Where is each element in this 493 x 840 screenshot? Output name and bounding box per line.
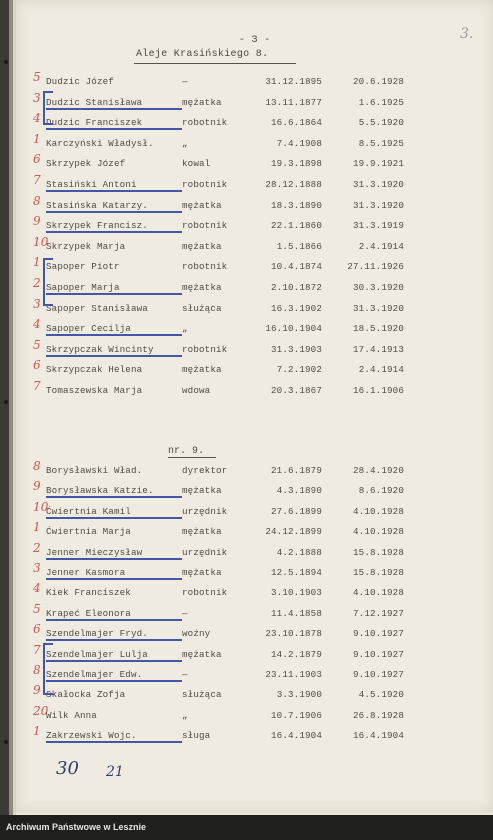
birth-date: 18.3.1890 bbox=[271, 199, 322, 211]
birth-date: 3.10.1903 bbox=[271, 587, 322, 599]
death-date: 2.4.1914 bbox=[358, 240, 404, 252]
table-row bbox=[16, 561, 493, 581]
entry-number: 9 bbox=[33, 683, 41, 698]
entry-number: 8 bbox=[33, 459, 41, 473]
person-name: Tomaszewska Marja bbox=[46, 385, 143, 396]
entry-number: 6 bbox=[33, 358, 41, 373]
death-date: 9.10.1927 bbox=[353, 628, 404, 640]
binding-hole bbox=[4, 400, 8, 404]
person-name: Sapoper Stanisława bbox=[46, 302, 148, 314]
table-row bbox=[16, 296, 493, 317]
birth-date: 2.10.1872 bbox=[271, 282, 322, 293]
entry-number: 10 bbox=[33, 499, 49, 514]
person-name: Dudzic Józef bbox=[46, 76, 114, 87]
birth-date: 23.11.1903 bbox=[265, 669, 322, 680]
table-row bbox=[16, 520, 493, 540]
birth-date: 4.2.1888 bbox=[276, 546, 322, 558]
table-row bbox=[16, 459, 493, 479]
occupation: mężatka bbox=[182, 282, 222, 293]
binding-hole bbox=[4, 60, 8, 64]
occupation: mężatka bbox=[182, 648, 222, 660]
person-name: Szendelmajer Fryd. bbox=[46, 628, 182, 641]
birth-date: 16.4.1904 bbox=[271, 730, 322, 742]
table-row bbox=[16, 337, 493, 358]
death-date: 18.5.1920 bbox=[353, 323, 404, 335]
entry-number: 4 bbox=[33, 317, 41, 332]
birth-date: 13.11.1877 bbox=[265, 96, 322, 108]
blue-bracket-mark bbox=[43, 643, 53, 695]
death-date: 19.9.1921 bbox=[353, 158, 404, 170]
birth-date: 1.5.1866 bbox=[276, 240, 322, 252]
occupation: mężatka bbox=[182, 526, 222, 538]
binding-hole bbox=[4, 740, 8, 744]
death-date: 9.10.1927 bbox=[353, 648, 404, 660]
death-date: 5.5.1920 bbox=[358, 117, 404, 129]
table-row bbox=[16, 581, 493, 601]
occupation: woźny bbox=[182, 628, 211, 640]
entry-number: 8 bbox=[33, 663, 41, 677]
entry-number: 1 bbox=[33, 520, 41, 535]
death-date: 31.3.1920 bbox=[353, 302, 404, 314]
table-row bbox=[16, 622, 493, 642]
birth-date: 24.12.1899 bbox=[265, 526, 322, 538]
entry-number: 4 bbox=[33, 111, 41, 126]
person-name: Ćwiertnia Marja bbox=[46, 526, 131, 538]
birth-date: 10.7.1906 bbox=[271, 709, 322, 721]
person-name: Kiek Franciszek bbox=[46, 587, 131, 599]
table-row bbox=[16, 601, 493, 622]
birth-date: 7.2.1902 bbox=[276, 364, 322, 376]
entry-number: 3 bbox=[33, 561, 41, 575]
pencil-note-right: 21 bbox=[106, 764, 124, 780]
birth-date: 23.10.1878 bbox=[265, 628, 322, 640]
occupation: — bbox=[182, 607, 188, 619]
birth-date: 12.5.1894 bbox=[271, 567, 322, 578]
person-name: Skrzypczak Helena bbox=[46, 364, 143, 376]
person-name: Sapoper Cecilja bbox=[46, 323, 182, 336]
occupation: mężatka bbox=[182, 485, 222, 497]
person-name: Ćwiertnia Kamil bbox=[46, 506, 182, 519]
death-date: 7.12.1927 bbox=[353, 607, 404, 619]
person-name: Skrzypek Marja bbox=[46, 240, 126, 252]
death-date: 31.3.1919 bbox=[353, 220, 404, 232]
person-name: Jenner Kasmora bbox=[46, 567, 182, 580]
table-row bbox=[16, 276, 493, 296]
occupation: mężatka bbox=[182, 96, 222, 108]
person-name: Karczyński Władysł. bbox=[46, 137, 154, 149]
occupation: kowal bbox=[182, 158, 211, 170]
table-row bbox=[16, 255, 493, 275]
occupation: robotnik bbox=[182, 179, 228, 190]
entry-number: 7 bbox=[33, 173, 41, 187]
death-date: 15.8.1928 bbox=[353, 567, 404, 578]
occupation: „ bbox=[182, 709, 188, 721]
occupation: robotnik bbox=[182, 343, 228, 355]
person-name: Sapoper Marja bbox=[46, 282, 182, 295]
occupation: robotnik bbox=[182, 587, 228, 599]
table-row bbox=[16, 234, 493, 255]
death-date: 4.5.1920 bbox=[358, 689, 404, 701]
occupation: urzędnik bbox=[182, 505, 228, 517]
birth-date: 14.2.1879 bbox=[271, 648, 322, 660]
person-name: Szendelmajer Lulja bbox=[46, 649, 182, 662]
page-header: - 3 - bbox=[238, 34, 271, 46]
person-name: Skałocka Zofja bbox=[46, 689, 126, 701]
person-name: Skrzypek Józef bbox=[46, 158, 126, 170]
birth-date: 28.12.1888 bbox=[265, 179, 322, 190]
table-row bbox=[16, 70, 493, 90]
birth-date: 16.10.1904 bbox=[265, 323, 322, 335]
pencil-note-left: 30 bbox=[56, 758, 79, 779]
birth-date: 16.3.1902 bbox=[271, 302, 322, 314]
table-row bbox=[16, 703, 493, 724]
occupation: „ bbox=[182, 137, 188, 149]
table-row bbox=[16, 663, 493, 683]
death-date: 1.6.1925 bbox=[358, 96, 404, 108]
occupation: mężatka bbox=[182, 567, 222, 578]
occupation: — bbox=[182, 76, 188, 87]
entry-number: 1 bbox=[33, 724, 41, 739]
table-row bbox=[16, 683, 493, 703]
entry-number: 1 bbox=[33, 255, 41, 270]
death-date: 28.4.1920 bbox=[353, 465, 404, 476]
birth-date: 3.3.1900 bbox=[276, 689, 322, 701]
table-row bbox=[16, 193, 493, 214]
person-name: Stasińska Katarzy. bbox=[46, 200, 182, 213]
table-row bbox=[16, 173, 493, 193]
death-date: 27.11.1926 bbox=[347, 261, 404, 273]
entry-number: 5 bbox=[33, 337, 41, 352]
death-date: 16.4.1904 bbox=[353, 730, 404, 742]
person-name: Borysławska Katzie. bbox=[46, 485, 182, 498]
entry-number: 10 bbox=[33, 234, 49, 249]
occupation: „ bbox=[182, 323, 188, 335]
occupation: służąca bbox=[182, 689, 222, 701]
person-name: Skrzypczak Wincinty bbox=[46, 344, 182, 357]
entry-number: 3 bbox=[33, 90, 41, 105]
birth-date: 31.12.1895 bbox=[265, 76, 322, 87]
death-date: 4.10.1928 bbox=[353, 587, 404, 599]
death-date: 31.3.1920 bbox=[353, 179, 404, 190]
death-date: 30.3.1920 bbox=[353, 282, 404, 293]
person-name: Sapoper Piotr bbox=[46, 261, 120, 273]
entry-number: 6 bbox=[33, 152, 41, 167]
table-row bbox=[16, 90, 493, 111]
entry-number: 9 bbox=[33, 214, 41, 229]
occupation: robotnik bbox=[182, 117, 228, 129]
occupation: — bbox=[182, 669, 188, 680]
person-name: Dudzic Franciszek bbox=[46, 117, 182, 130]
birth-date: 27.6.1899 bbox=[271, 505, 322, 517]
birth-date: 21.6.1879 bbox=[271, 465, 322, 476]
birth-date: 31.3.1903 bbox=[271, 343, 322, 355]
birth-date: 4.3.1890 bbox=[276, 485, 322, 497]
entry-number: 6 bbox=[33, 622, 41, 637]
blue-bracket-mark bbox=[43, 91, 53, 125]
table-row bbox=[16, 540, 493, 561]
death-date: 15.8.1928 bbox=[353, 546, 404, 558]
occupation: mężatka bbox=[182, 199, 222, 211]
birth-date: 22.1.1860 bbox=[271, 220, 322, 232]
table-row bbox=[16, 111, 493, 131]
death-date: 9.10.1927 bbox=[353, 669, 404, 680]
person-name: Zakrzewski Wojc. bbox=[46, 730, 182, 743]
table-row bbox=[16, 724, 493, 744]
table-row bbox=[16, 379, 493, 399]
death-date: 17.4.1913 bbox=[353, 343, 404, 355]
table-row bbox=[16, 642, 493, 663]
occupation: dyrektor bbox=[182, 465, 228, 476]
entry-number: 7 bbox=[33, 642, 41, 657]
person-name: Skrzypek Francisz. bbox=[46, 220, 182, 233]
birth-date: 20.3.1867 bbox=[271, 385, 322, 396]
entry-number: 7 bbox=[33, 379, 41, 393]
entry-number: 5 bbox=[33, 70, 41, 84]
blue-bracket-mark bbox=[43, 258, 53, 306]
entry-number: 9 bbox=[33, 479, 41, 494]
birth-date: 7.4.1908 bbox=[276, 137, 322, 149]
death-date: 8.6.1920 bbox=[358, 485, 404, 497]
person-name: Szendelmajer Edw. bbox=[46, 669, 182, 682]
document-page bbox=[16, 0, 493, 812]
section1-title-underline bbox=[134, 63, 296, 64]
occupation: robotnik bbox=[182, 220, 228, 232]
entry-number: 2 bbox=[33, 276, 41, 290]
person-name: Stasiński Antoni bbox=[46, 179, 182, 192]
death-date: 4.10.1928 bbox=[353, 505, 404, 517]
birth-date: 10.4.1874 bbox=[271, 261, 322, 273]
entry-number: 3 bbox=[33, 296, 41, 311]
occupation: wdowa bbox=[182, 385, 211, 396]
table-row bbox=[16, 152, 493, 172]
death-date: 26.8.1928 bbox=[353, 709, 404, 721]
person-name: Borysławski Wład. bbox=[46, 465, 143, 476]
person-name: Wilk Anna bbox=[46, 709, 97, 721]
death-date: 4.10.1928 bbox=[353, 526, 404, 538]
death-date: 20.6.1928 bbox=[353, 76, 404, 87]
page-number-pencil: 3. bbox=[460, 26, 474, 42]
binding-edge bbox=[0, 0, 16, 815]
death-date: 2.4.1914 bbox=[358, 364, 404, 376]
occupation: sługa bbox=[182, 730, 211, 742]
table-row bbox=[16, 499, 493, 520]
table-row bbox=[16, 131, 493, 152]
occupation: robotnik bbox=[182, 261, 228, 273]
occupation: mężatka bbox=[182, 364, 222, 376]
entry-number: 20 bbox=[33, 703, 49, 718]
entry-number: 8 bbox=[33, 193, 41, 208]
person-name: Krapeć Eleonora bbox=[46, 608, 182, 621]
birth-date: 19.3.1898 bbox=[271, 158, 322, 170]
entry-number: 4 bbox=[33, 581, 41, 596]
occupation: służąca bbox=[182, 302, 222, 314]
death-date: 16.1.1906 bbox=[353, 385, 404, 396]
section1-title: Aleje Krasińskiego 8. bbox=[136, 49, 269, 60]
section2-title: nr. 9. bbox=[168, 446, 216, 458]
occupation: mężatka bbox=[182, 240, 222, 252]
archive-footer: Archiwum Państwowe w Lesznie bbox=[0, 815, 493, 840]
table-row bbox=[16, 358, 493, 378]
entry-number: 2 bbox=[33, 540, 41, 555]
birth-date: 11.4.1858 bbox=[271, 607, 322, 619]
death-date: 8.5.1925 bbox=[358, 137, 404, 149]
person-name: Dudzic Stanisława bbox=[46, 97, 182, 110]
person-name: Jenner Mieczysław bbox=[46, 547, 182, 560]
entry-number: 5 bbox=[33, 601, 41, 616]
birth-date: 16.6.1864 bbox=[271, 117, 322, 129]
table-row bbox=[16, 317, 493, 337]
entry-number: 1 bbox=[33, 131, 41, 146]
table-row bbox=[16, 214, 493, 234]
table-row bbox=[16, 479, 493, 499]
death-date: 31.3.1920 bbox=[353, 199, 404, 211]
occupation: urzędnik bbox=[182, 546, 228, 558]
